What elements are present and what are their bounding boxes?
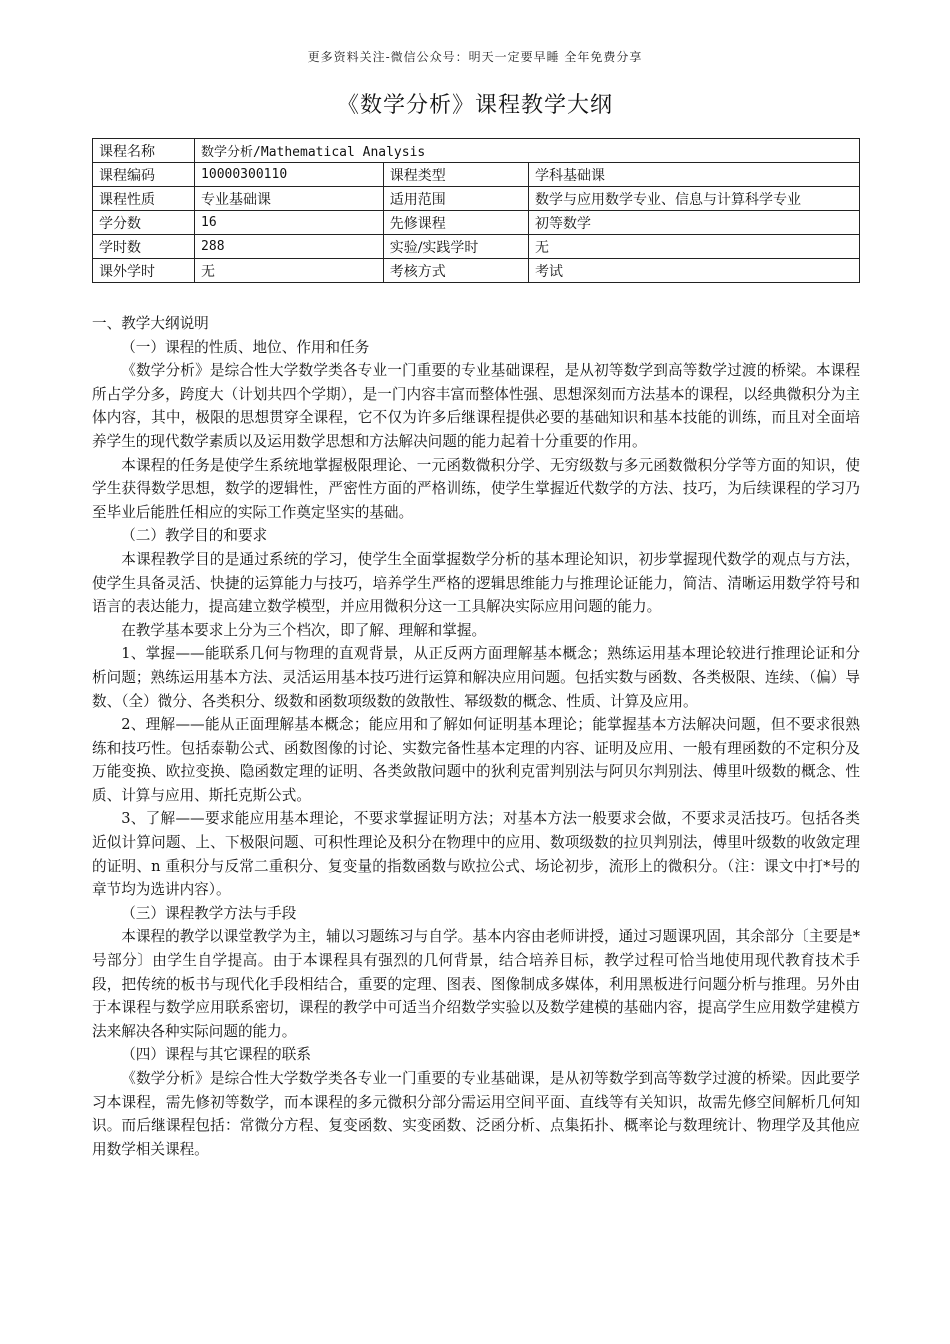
- course-name-label: 课程名称: [93, 139, 195, 163]
- paragraph: 3、了解——要求能应用基本理论，不要求掌握证明方法；对基本方法一般要求会做，不要求灵活技巧。包括各类近似计算问题、上、下极限问题、可积性理论及积分在物理中的应用、数项级数的拉贝判别法，傅里叶级数的收敛定理的证明、n 重积分与反常二重积分、复变量的指数函数与欧拉公式、场论初步，流形上的微积分。（注：课文中打*号的章节均为选讲内容）。: [92, 810, 860, 899]
- course-code-value: 10000300110: [195, 163, 384, 187]
- subsection-heading: （三）课程教学方法与手段: [121, 904, 297, 922]
- paragraph: 2、理解——能从正面理解基本概念；能应用和了解如何证明基本理论；能掌握基本方法解决问题，但不要求很熟练和技巧性。包括泰勒公式、函数图像的讨论、实数完备性基本定理的内容、证明及应用、一般有理函数的不定积分及万能变换、欧拉变换、隐函数定理的证明、各类敛散问题中的狄利克雷判别法与阿贝尔判别法、傅里叶级数的概念、性质、计算与应用、斯托克斯公式。: [92, 716, 860, 804]
- scope-value: 数学与应用数学专业、信息与计算科学专业: [529, 187, 860, 211]
- lab-hours-value: 无: [529, 235, 860, 259]
- header-note: 更多资料关注-微信公众号：明天一定要早睡 全年免费分享: [307, 50, 643, 64]
- course-nature-value: 专业基础课: [195, 187, 384, 211]
- course-type-value: 学科基础课: [529, 163, 860, 187]
- page-title: 《数学分析》课程教学大纲: [336, 93, 613, 118]
- body-content: [92, 312, 860, 1161]
- credits-value: 16: [195, 211, 384, 235]
- prereq-value: 初等数学: [529, 211, 860, 235]
- table-row: [93, 235, 860, 259]
- paragraph: 本课程的任务是使学生系统地掌握极限理论、一元函数微积分学、无穷级数与多元函数微积分学等方面的知识，使学生获得数学思想，数学的逻辑性，严密性方面的严格训练，使学生掌握近代数学的方法、技巧，为后续课程的学习乃至毕业后能胜任相应的实际工作奠定坚实的基础。: [92, 456, 860, 521]
- table-row: [93, 163, 860, 187]
- course-name-value: 数学分析/Mathematical Analysis: [195, 139, 860, 163]
- lab-hours-label: 实验/实践学时: [383, 235, 528, 259]
- table-row: [93, 259, 860, 283]
- course-nature-label: 课程性质: [93, 187, 195, 211]
- section-heading: 一、教学大纲说明: [92, 315, 209, 332]
- subsection-heading: （四）课程与其它课程的联系: [121, 1046, 311, 1064]
- extra-hours-value: 无: [195, 259, 384, 283]
- paragraph: 《数学分析》是综合性大学数学类各专业一门重要的专业基础课，是从初等数学到高等数学过渡的桥梁。因此要学习本课程，需先修初等数学，而本课程的多元微积分部分需运用空间平面、直线等有关知识，故需先修空间解析几何知识。而后继课程包括：常微分方程、复变函数、实变函数、泛函分析、点集拓扑、概率论与数理统计、物理学及其他应用数学相关课程。: [92, 1070, 860, 1158]
- hours-value: 288: [195, 235, 384, 259]
- table-row: [93, 211, 860, 235]
- paragraph: 本课程的教学以课堂教学为主，辅以习题练习与自学。基本内容由老师讲授，通过习题课巩固，其余部分〔主要是*号部分〕由学生自学提高。由于本课程具有强烈的几何背景，结合培养目标，教学过程可恰当地使用现代教育技术手段，把传统的板书与现代化手段相结合，重要的定理、图表、图像制成多媒体，利用黑板进行问题分析与推理。另外由于本课程与数学应用联系密切，课程的教学中可适当介绍数学实验以及数学建模的基础内容，提高学生应用数学建模方法来解决各种实际问题的能力。: [92, 928, 860, 1040]
- subsection-heading: （二）教学目的和要求: [121, 527, 268, 545]
- course-type-label: 课程类型: [383, 163, 528, 187]
- subsection-heading: （一）课程的性质、地位、作用和任务: [121, 338, 370, 356]
- course-info-table: [92, 138, 860, 283]
- assessment-value: 考试: [529, 259, 860, 283]
- assessment-label: 考核方式: [383, 259, 528, 283]
- prereq-label: 先修课程: [383, 211, 528, 235]
- table-row: [93, 139, 860, 163]
- paragraph: 1、掌握——能联系几何与物理的直观背景，从正反两方面理解基本概念；熟练运用基本理论较进行推理论证和分析问题；熟练运用基本方法、灵活运用基本技巧进行运算和解决应用问题。包括实数与函数、各类极限、连续、（偏）导数、（全）微分、各类积分、级数和函数项级数的敛散性、幂级数的概念、性质、计算及应用。: [92, 645, 860, 710]
- paragraph: 本课程教学目的是通过系统的学习，使学生全面掌握数学分析的基本理论知识，初步掌握现代数学的观点与方法，使学生具备灵活、快捷的运算能力与技巧，培养学生严格的逻辑思维能力与推理论证能力，简洁、清晰运用数学符号和语言的表达能力，提高建立数学模型，并应用微积分这一工具解决实际应用问题的能力。: [92, 550, 860, 616]
- credits-label: 学分数: [93, 211, 195, 235]
- course-code-label: 课程编码: [93, 163, 195, 187]
- paragraph: 《数学分析》是综合性大学数学类各专业一门重要的专业基础课程，是从初等数学到高等数学过渡的桥梁。本课程所占学分多，跨度大（计划共四个学期），是一门内容丰富而整体性强、思想深刻而方法基本的课程，以经典微积分为主体内容，其中，极限的思想贯穿全课程，它不仅为许多后继课程提供必要的基础知识和基本技能的训练，而且对全面培养学生的现代数学素质以及运用数学思想和方法解决问题的能力起着十分重要的作用。: [92, 362, 860, 450]
- paragraph: 在教学基本要求上分为三个档次，即了解、理解和掌握。: [121, 621, 487, 639]
- scope-label: 适用范围: [383, 187, 528, 211]
- hours-label: 学时数: [93, 235, 195, 259]
- table-row: [93, 187, 860, 211]
- extra-hours-label: 课外学时: [93, 259, 195, 283]
